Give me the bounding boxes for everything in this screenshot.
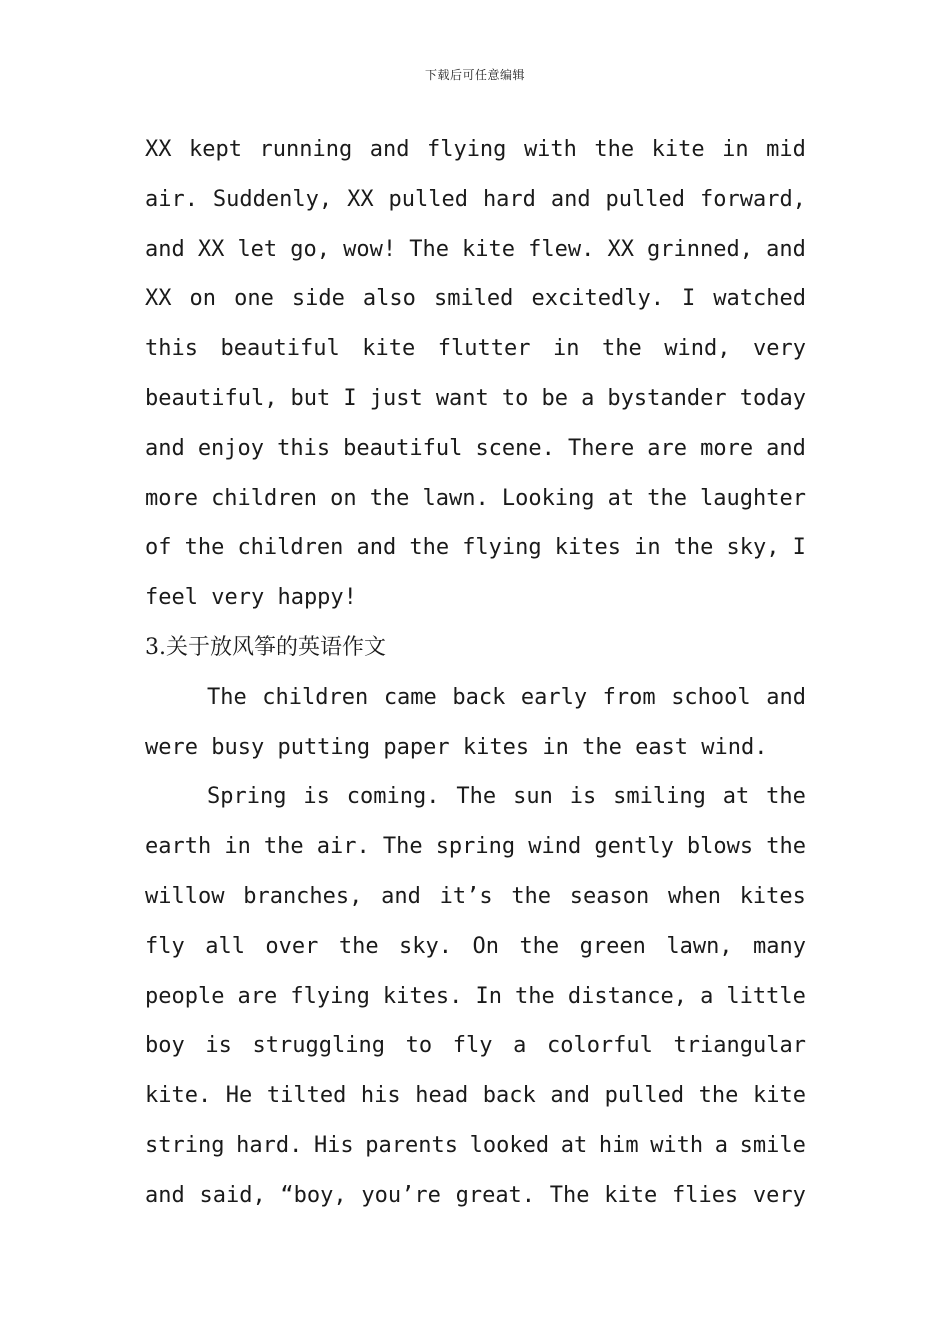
text-line: of the children and the flying kites in the sky, I — [145, 535, 806, 561]
text-line: willow branches, and it’s the season when kites — [145, 883, 806, 909]
text-line: air. Suddenly, XX pulled hard and pulled forward, — [145, 186, 806, 212]
text-line: this beautiful kite flutter in the wind, very — [145, 336, 806, 362]
document-body — [145, 125, 806, 1221]
text-line: string hard. His parents looked at him with a smile — [145, 1132, 806, 1158]
text-line: people are flying kites. In the distance, a little — [145, 983, 806, 1009]
text-line: earth in the air. The spring wind gently blows the — [145, 834, 806, 860]
page-header: 下载后可任意编辑 — [424, 68, 525, 82]
text-line: Spring is coming. The sun is smiling at the — [207, 784, 806, 810]
text-line: XX kept running and flying with the kite in mid — [145, 137, 806, 162]
text-line: more children on the lawn. Looking at the laughter — [145, 485, 806, 511]
text-line: were busy putting paper kites in the east wind. — [145, 734, 768, 760]
text-line: feel very happy! — [145, 585, 357, 611]
text-line: The children came back early from school and — [207, 684, 806, 710]
text-line: kite. He tilted his head back and pulled the kite — [145, 1083, 806, 1109]
text-line: XX on one side also smiled excitedly. I watched — [145, 286, 806, 312]
text-line: boy is struggling to fly a colorful triangular — [145, 1033, 806, 1059]
text-line: beautiful, but I just want to be a bystander today — [145, 385, 806, 411]
text-line: fly all over the sky. On the green lawn, many — [145, 933, 806, 959]
text-line: and enjoy this beautiful scene. There are more and — [145, 435, 806, 461]
text-line: and said, “boy, you’re great. The kite flies very — [145, 1182, 806, 1208]
section-heading: 3.关于放风筝的英语作文 — [145, 634, 386, 660]
text-line: and XX let go, wow! The kite flew. XX grinned, and — [145, 236, 806, 262]
